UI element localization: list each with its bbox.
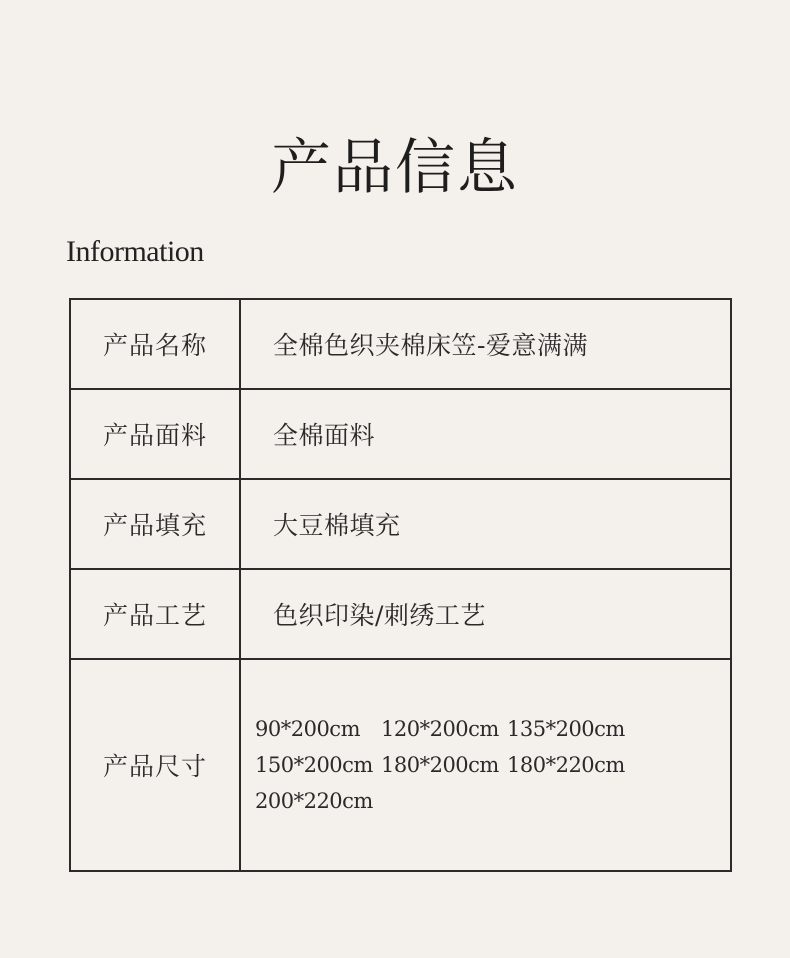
size-item: 150*200cm: [255, 753, 373, 777]
row-label-filling: 产品填充: [70, 479, 240, 569]
size-item: 90*200cm: [255, 717, 360, 741]
table-row-craft: [70, 569, 731, 659]
row-label-craft: 产品工艺: [70, 569, 240, 659]
row-value-size: [240, 659, 731, 871]
size-list: [255, 715, 655, 815]
size-item: 180*200cm: [381, 753, 499, 777]
size-item: 180*220cm: [507, 753, 625, 777]
row-value-name: 全棉色织夹棉床笠-爱意满满: [240, 299, 731, 389]
size-item: 120*200cm: [381, 717, 499, 741]
table-row-name: [70, 299, 731, 389]
page-subtitle: Information: [66, 235, 204, 268]
product-info-table: [69, 298, 732, 872]
page-title: 产品信息: [271, 133, 519, 203]
row-label-fabric: 产品面料: [70, 389, 240, 479]
table-row-fabric: [70, 389, 731, 479]
table-row-filling: [70, 479, 731, 569]
row-value-craft: 色织印染/刺绣工艺: [240, 569, 731, 659]
row-label-size: 产品尺寸: [70, 659, 240, 871]
row-value-filling: 大豆棉填充: [240, 479, 731, 569]
row-label-name: 产品名称: [70, 299, 240, 389]
table-row-size: [70, 659, 731, 871]
size-item: 135*200cm: [507, 717, 625, 741]
size-item: 200*220cm: [255, 789, 373, 813]
row-value-fabric: 全棉面料: [240, 389, 731, 479]
